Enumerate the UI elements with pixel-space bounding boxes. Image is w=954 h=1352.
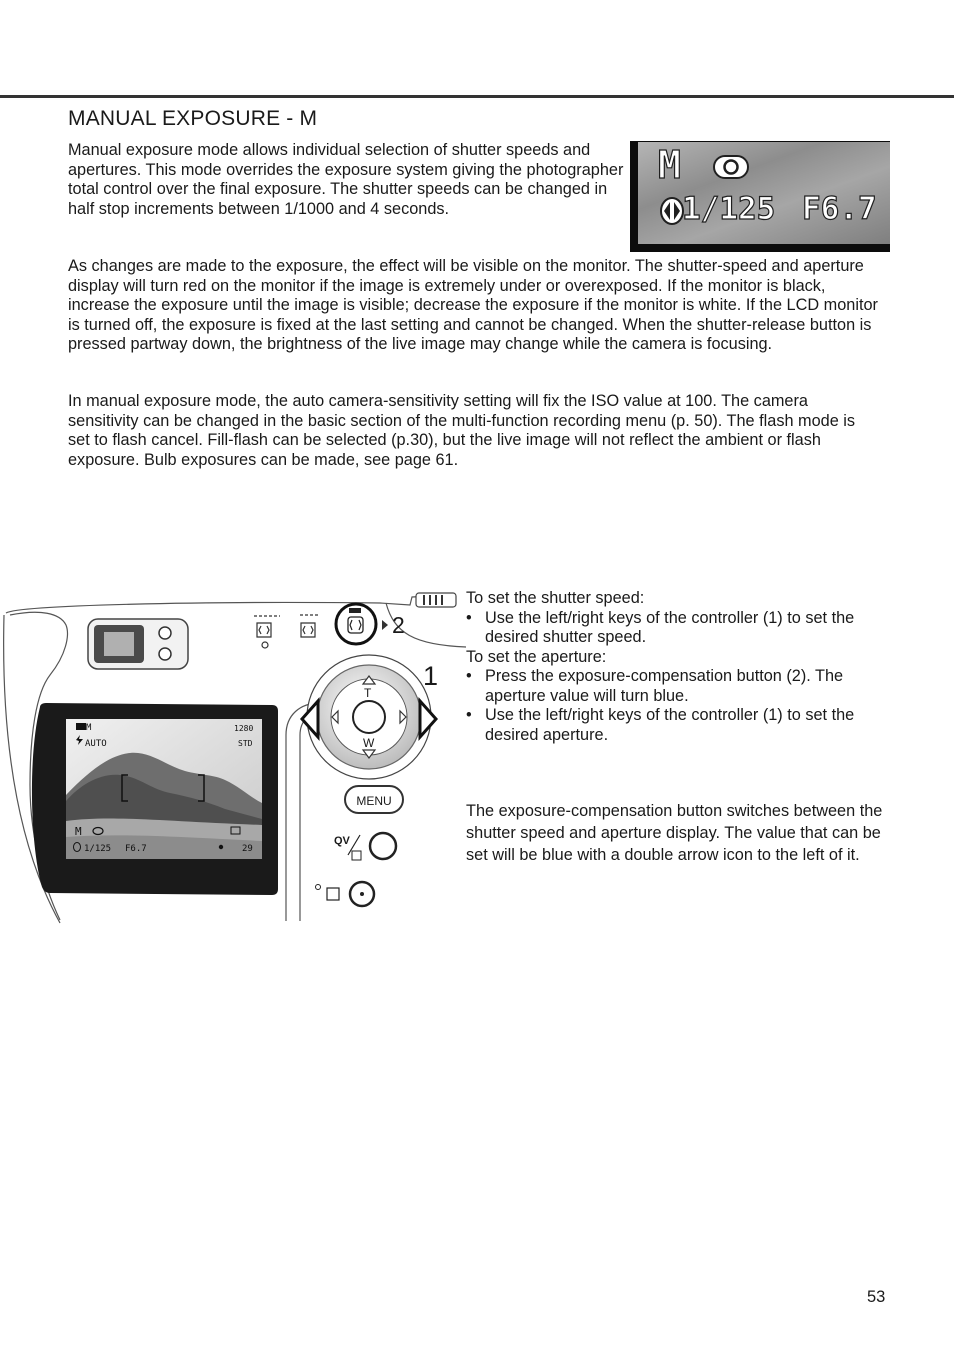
controller-wide-label: W: [363, 736, 375, 750]
monitor-image-size: 1280: [234, 724, 254, 733]
section-title: MANUAL EXPOSURE - M: [68, 107, 318, 130]
controller-dial: [302, 655, 439, 779]
camera-illustration: [0, 575, 466, 925]
paragraph-sensitivity: In manual exposure mode, the auto camera-sensitivity setting will fix the ISO value at 100. The camera sensitivity can be changed in the basic section of the multi-function recording menu (p. 50). The flash mode is set to flash cancel. Fill-flash can be selected (p.30), but the live image will not reflect the ambient or flash exposure. Bulb exposures can be made, see page 61.: [68, 392, 856, 469]
mode-dial-ridges: [416, 593, 456, 607]
header-rule: [0, 95, 954, 98]
monitor-aperture: F6.7: [125, 844, 147, 854]
aperture-step: • Use the left/right keys of the controller (1) to set the desired aperture.: [466, 706, 896, 745]
aperture-step: • Press the exposure-compensation button (2). The aperture value will turn blue.: [466, 667, 896, 706]
paragraph-intro: Manual exposure mode allows individual selection of shutter speeds and apertures. This mode overrides the exposure system giving the photographer total control over the final exposure. The shutter speeds can be changed in half stop increments between 1/1000 and 4 seconds.: [68, 141, 624, 218]
callout-1-label: 1: [423, 661, 439, 691]
lcd-aperture-value: F6.7: [802, 191, 877, 227]
controller-tele-label: T: [364, 686, 372, 700]
function-buttons-row: [254, 615, 318, 648]
shutter-heading: To set the shutter speed:: [466, 589, 645, 607]
monitor-frame-count: 29: [242, 844, 253, 854]
lcd-exposure-display: [630, 141, 890, 252]
viewfinder-icon: [88, 619, 188, 669]
aperture-steps: [466, 667, 896, 745]
monitor-quality: STD: [238, 739, 253, 748]
shutter-step: • Use the left/right keys of the controller (1) to set the desired shutter speed.: [466, 609, 896, 648]
shutter-steps: [466, 609, 896, 648]
exposure-compensation-button: [336, 604, 388, 644]
aperture-heading: To set the aperture:: [466, 647, 607, 666]
monitor-mode-large: M: [75, 825, 82, 838]
compensation-note: The exposure-compensation button switches between the shutter speed and aperture display. The value that can be set will be blue with a double arrow icon to the left of it.: [466, 802, 883, 865]
instructions-block: [466, 589, 896, 745]
quick-view-button: [348, 833, 396, 860]
callout-2-label: 2: [392, 612, 405, 638]
quick-view-label: QV: [334, 835, 350, 847]
display-button: [316, 882, 375, 906]
paragraph-monitor: As changes are made to the exposure, the effect will be visible on the monitor. The shutter-speed and aperture display will turn red on the monitor if the image is extremely under or overexposed. If the monitor is black, increase the exposure until the image is visible; decrease the exposure if the monitor is white. If the LCD monitor is turned off, the exposure is fixed at the last setting and cannot be changed. When the shutter-release button is pressed partway down, the brightness of the live image may change while the camera is focusing.: [68, 257, 878, 353]
lcd-shutter-speed: 1/125: [682, 191, 776, 227]
page-number: 53: [867, 1288, 886, 1306]
metering-icon: [712, 154, 750, 180]
monitor-shutter: 1/125: [84, 844, 112, 854]
monitor-flash: AUTO: [85, 739, 107, 749]
lcd-mode-label: M: [658, 143, 681, 187]
monitor-mode: M: [86, 723, 92, 733]
menu-button-label: MENU: [356, 794, 392, 808]
